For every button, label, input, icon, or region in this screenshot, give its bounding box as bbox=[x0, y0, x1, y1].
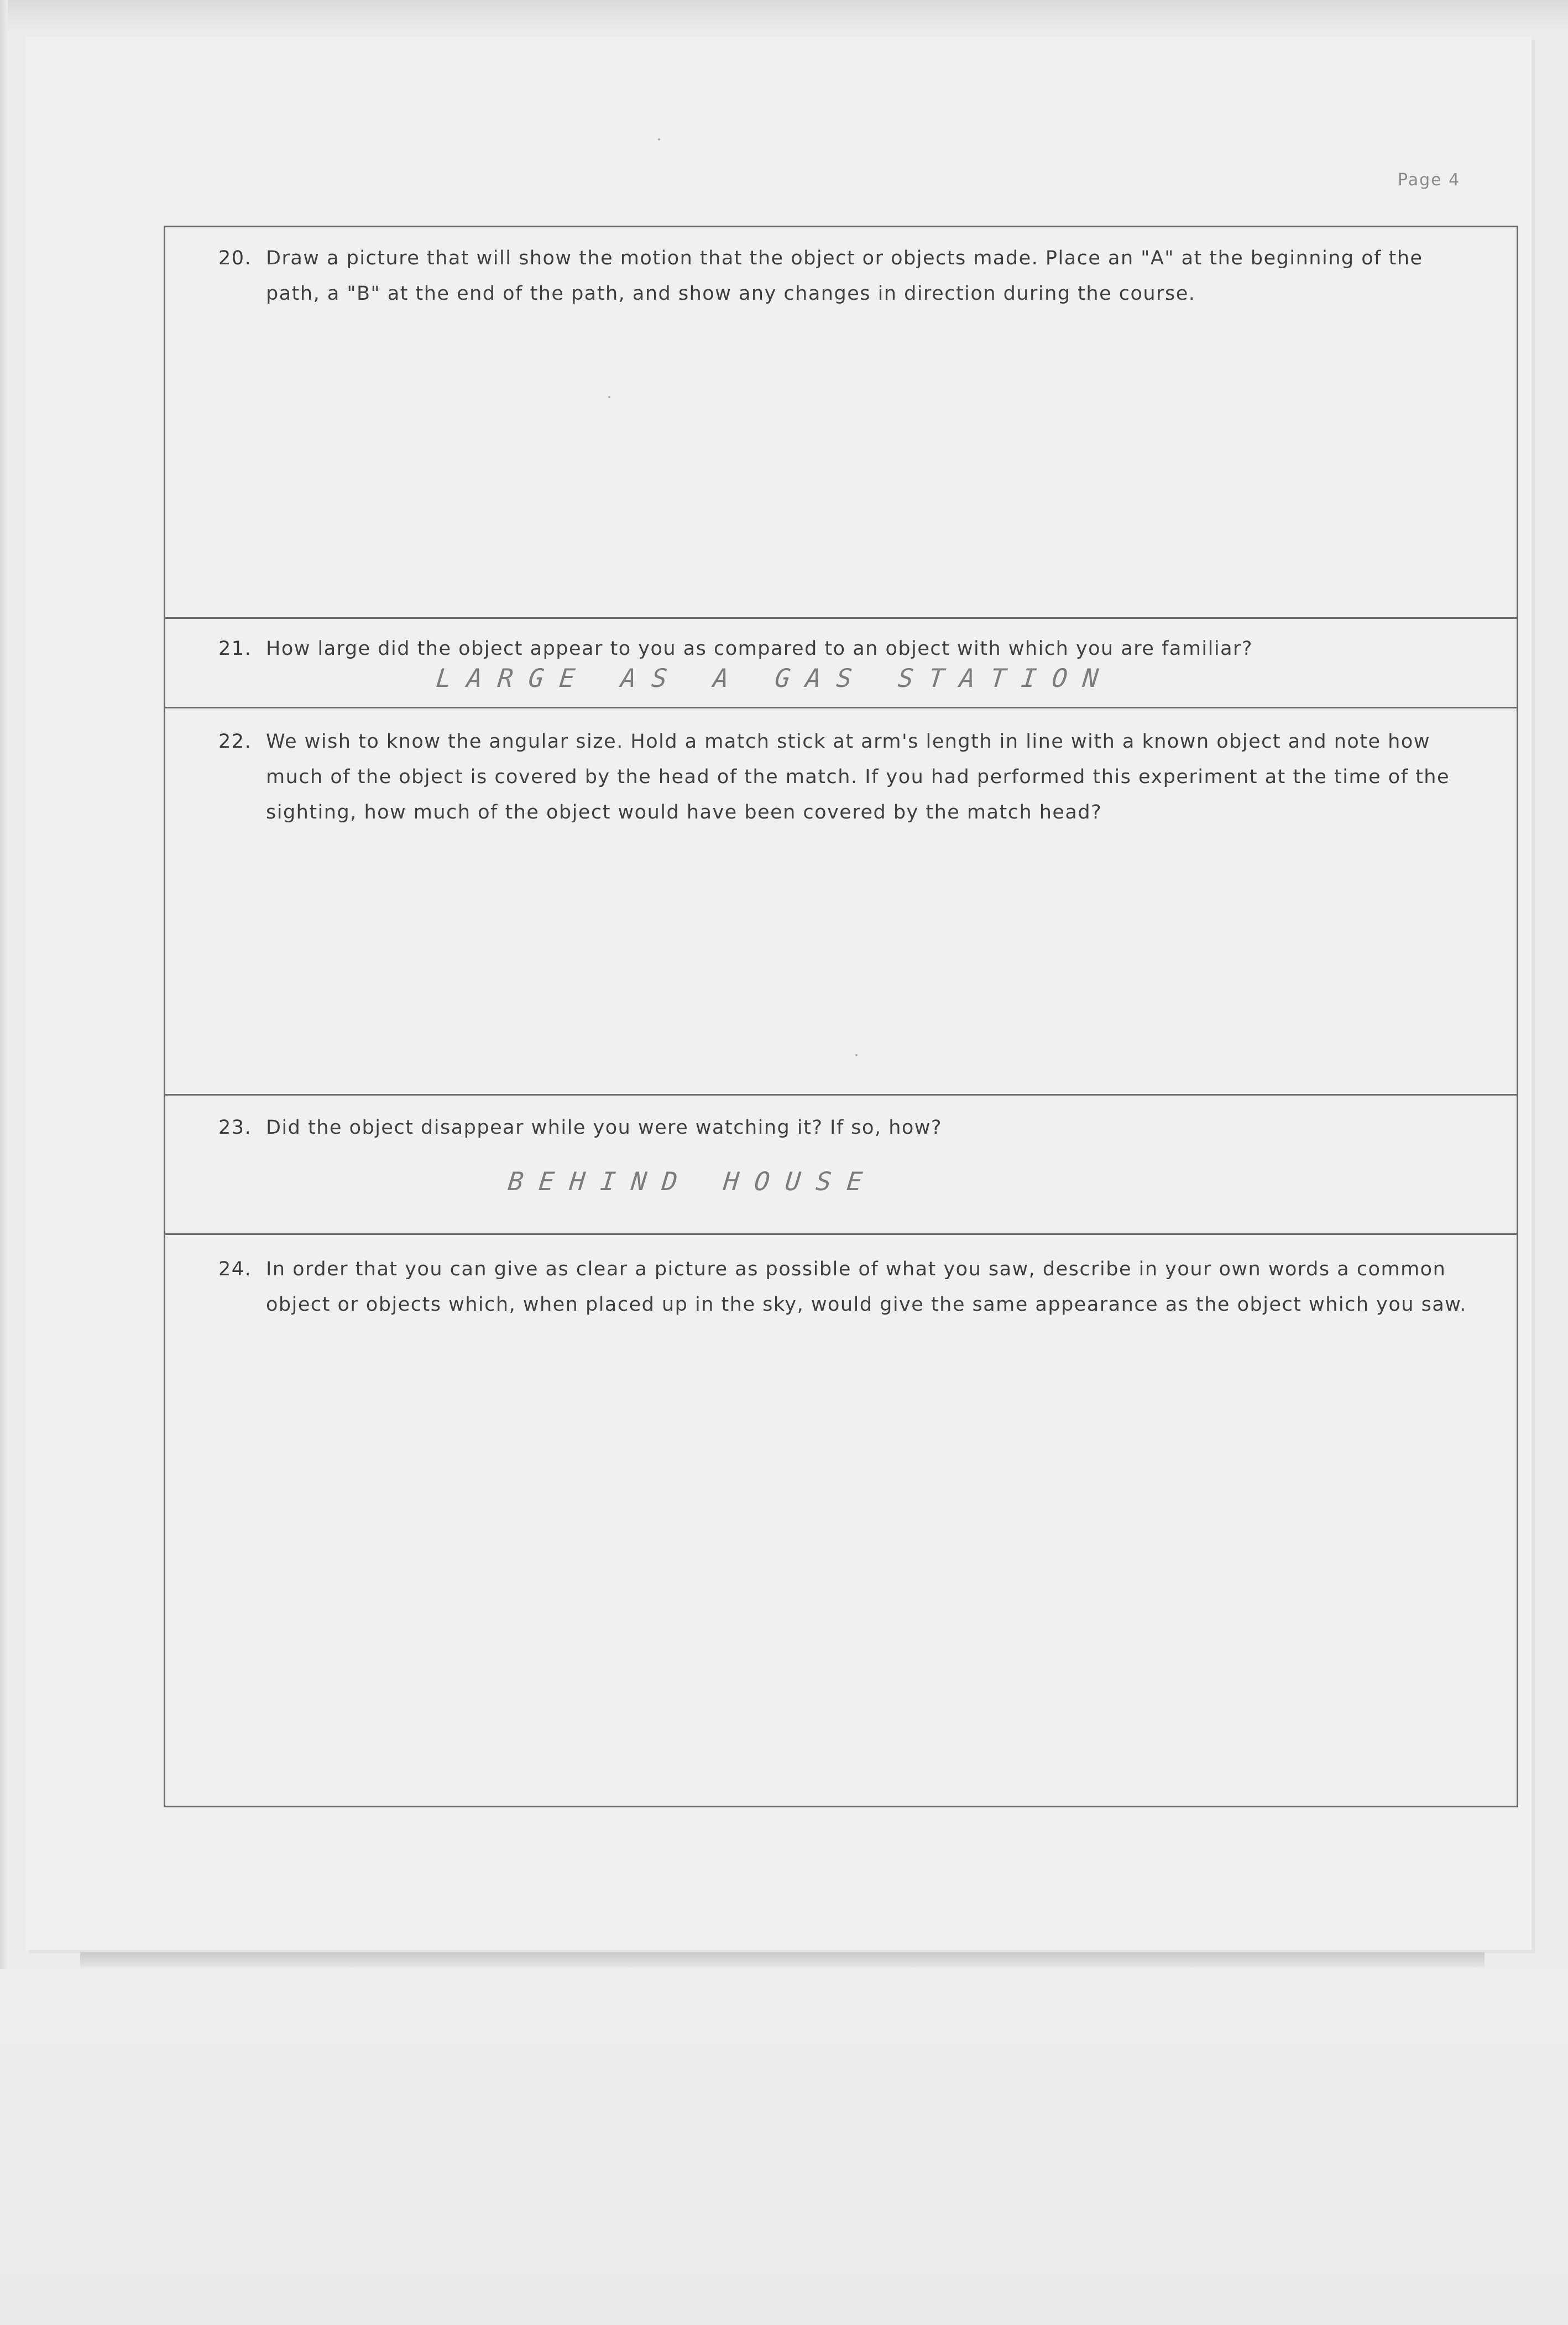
answer-area[interactable] bbox=[182, 847, 1500, 1083]
question-number: 22. bbox=[218, 731, 252, 753]
handwritten-answer-23: BEHIND HOUSE bbox=[506, 1166, 880, 1196]
question-number: 21. bbox=[218, 638, 252, 660]
question-23-section bbox=[165, 1096, 1517, 1235]
scan-speck bbox=[658, 138, 660, 140]
question-text: Did the object disappear while you were watching it? If so, how? bbox=[266, 1117, 942, 1139]
drawing-area[interactable] bbox=[182, 321, 1500, 606]
question-20 bbox=[218, 241, 1483, 311]
question-text: We wish to know the angular size. Hold a match stick at arm's length in line with a known object and note how much of the object is covered by the head of the match. If you had performed this experiment at the time of the sighting, how much of the object would have been covered by the match head? bbox=[266, 731, 1450, 823]
question-number: 20. bbox=[218, 247, 252, 269]
question-24 bbox=[218, 1252, 1483, 1322]
page-number: Page 4 bbox=[1398, 170, 1461, 190]
question-22 bbox=[218, 724, 1483, 830]
scan-top-edge bbox=[0, 0, 1568, 33]
question-21-section bbox=[165, 619, 1517, 708]
question-20-section bbox=[165, 227, 1517, 619]
handwritten-answer-21: LARGE AS A GAS STATION bbox=[435, 663, 1116, 693]
question-22-section bbox=[165, 708, 1517, 1096]
questionnaire-form bbox=[164, 226, 1518, 1807]
scan-left-edge bbox=[0, 0, 8, 1969]
question-number: 24. bbox=[218, 1258, 252, 1280]
question-number: 23. bbox=[218, 1117, 252, 1139]
question-21 bbox=[218, 631, 1483, 666]
answer-area[interactable] bbox=[182, 1368, 1500, 1795]
scan-background bbox=[0, 1969, 1568, 2325]
question-text: How large did the object appear to you as compared to an object with which you are familiar? bbox=[266, 638, 1253, 660]
question-24-section bbox=[165, 1235, 1517, 1806]
question-23 bbox=[218, 1110, 1483, 1145]
scan-speck bbox=[855, 1054, 858, 1056]
scan-speck bbox=[608, 396, 610, 398]
question-text: In order that you can give as clear a picture as possible of what you saw, describe in your own words a common object or objects which, when placed up in the sky, would give the same appearance as the object which you saw. bbox=[266, 1258, 1467, 1316]
question-text: Draw a picture that will show the motion that the object or objects made. Place an "A" at the beginning of the path, a "B" at the end of the path, and show any changes in direction during the course. bbox=[266, 247, 1423, 305]
page-shadow bbox=[80, 1952, 1485, 1968]
